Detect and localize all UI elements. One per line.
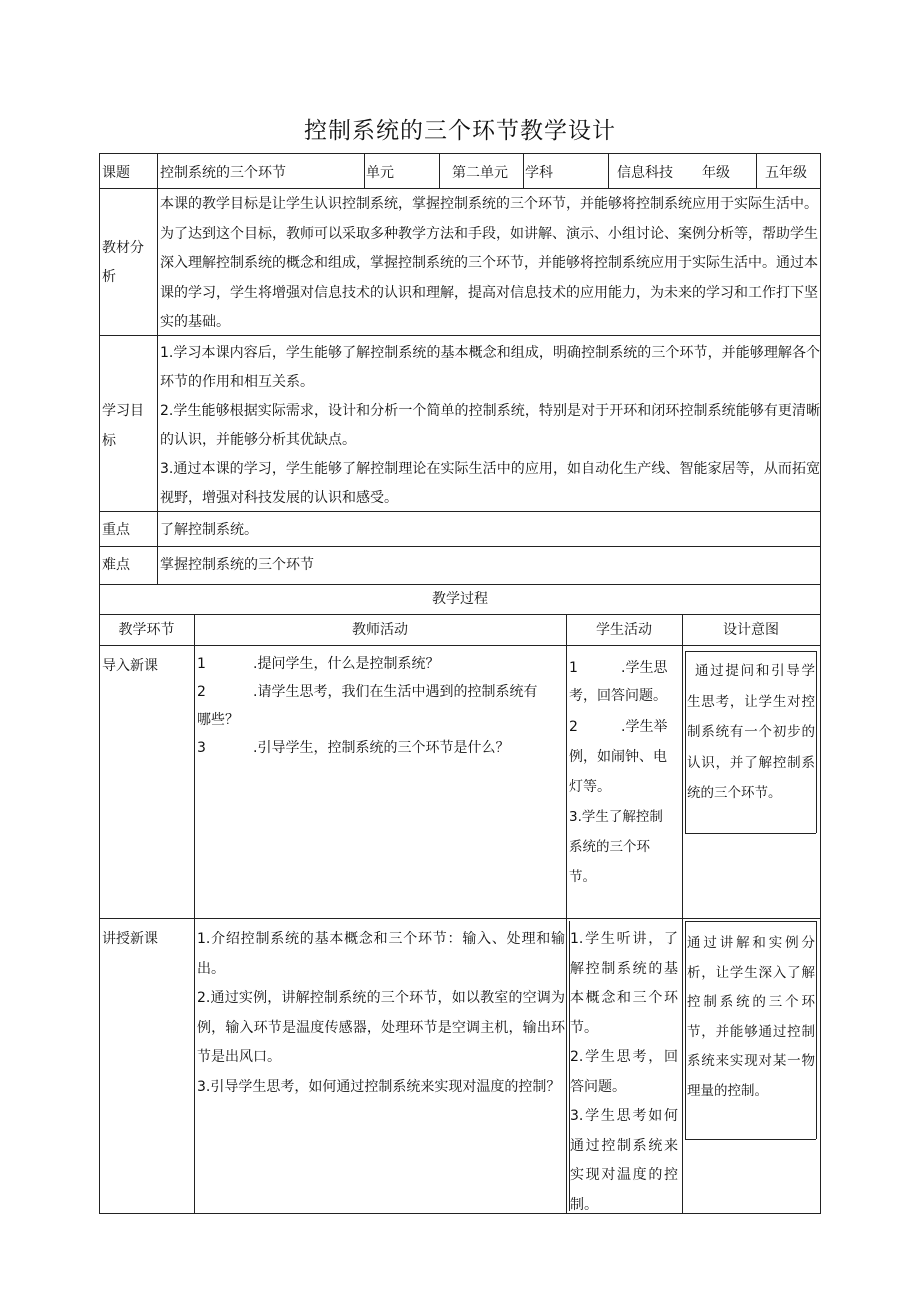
grade-value: 五年级 — [765, 165, 807, 181]
key-point-value: 了解控制系统。 — [160, 522, 258, 538]
objective-item: 3.通过本课的学习，学生能够了解控制理论在实际生活中的应用，如自动化生产线、智能家居等，从而拓宽视野，增强对科技发展的认识和感受。 — [160, 461, 820, 506]
subject-value: 信息科技 — [617, 165, 673, 181]
list-item: 2.通过实例，讲解控制系统的三个环节，如以教室的空调为例，输入环节是温度传感器，处理环节是空调主机，输出环节是出风口。 — [197, 990, 565, 1065]
objectives-label-line1: 学习目 — [102, 403, 144, 419]
analysis-label-line1: 教材分 — [102, 240, 144, 256]
course-label: 课题 — [102, 165, 130, 181]
list-item: 1 .学生思 考，回答问题。 — [569, 660, 668, 704]
list-item: 2.学生思考，回答问题。 — [570, 1049, 678, 1095]
objective-item: 1.学习本课内容后，学生能够了解控制系统的基本概念和组成，明确控制系统的三个环节，并能够理解各个环节的作用和相互关系。 — [160, 345, 820, 390]
analysis-label-line2: 析 — [102, 269, 116, 285]
page-title: 控制系统的三个环节教学设计 — [304, 118, 616, 144]
column-header-intent: 设计意图 — [723, 622, 779, 638]
list-item: 3 .引导学生，控制系统的三个环节是什么？ — [197, 740, 510, 756]
intent-lecture: 通过讲解和实例分析，让学生深入了解控制系统的三个环节，并能够通过控制系统来实现对某一物理量的控制。 — [687, 935, 815, 1099]
teacher-activities-intro — [197, 650, 565, 762]
analysis-text: 本课的教学目标是让学生认识控制系统，掌握控制系统的三个环节，并能够将控制系统应用于实际生活中。为了达到这个目标，教师可以采取多种教学方法和手段，如讲解、演示、小组讨论、案例分析等，帮助学生深入理解控制系统的概念和组成，掌握控制系统的三个环节，并能够将控制系统应用于实际生活中。通过本课的学习，学生将增强对信息技术的认识和理解，提高对信息技术的应用能力，为未来的学习和工作打下坚实的基础。 — [160, 196, 818, 330]
objective-item: 2.学生能够根据实际需求，设计和分析一个简单的控制系统，特别是对于开环和闭环控制系统能够有更清晰的认识，并能够分析其优缺点。 — [160, 403, 820, 448]
student-activities-lecture — [570, 925, 680, 1220]
unit-label: 单元 — [366, 165, 394, 181]
student-activities-intro — [569, 654, 680, 892]
key-point-label: 重点 — [102, 522, 130, 538]
teacher-activities-lecture — [197, 925, 565, 1102]
column-header-teacher: 教师活动 — [352, 622, 408, 638]
list-item: 2 .学生举 例，如闹钟、电 灯等。 — [569, 719, 668, 795]
unit-value: 第二单元 — [452, 165, 508, 181]
list-item: 1.介绍控制系统的基本概念和三个环节：输入、处理和输出。 — [197, 931, 565, 977]
list-item: 1.学生听讲，了解控制系统的基本概念和三个环节。 — [570, 931, 678, 1036]
stage-lecture: 讲授新课 — [102, 931, 158, 947]
objectives-list — [160, 339, 820, 513]
list-item: 3.引导学生思考，如何通过控制系统来实现对温度的控制？ — [197, 1078, 561, 1095]
intent-intro: 通过提问和引导学生思考，让学生对控制系统有一个初步的认识，并了解控制系统的三个环节。 — [687, 663, 815, 801]
subject-label: 学科 — [525, 165, 553, 181]
column-header-stage: 教学环节 — [118, 622, 175, 638]
column-header-student: 学生活动 — [596, 622, 652, 638]
list-item: 3.学生了解控制系统的三个环节。 — [569, 809, 663, 885]
list-item: 3.学生思考如何通过控制系统来实现对温度的控制。 — [570, 1108, 678, 1213]
course-value: 控制系统的三个环节 — [160, 165, 286, 181]
difficulty-label: 难点 — [102, 557, 130, 573]
grade-label: 年级 — [702, 165, 730, 181]
objectives-label-line2: 标 — [102, 433, 116, 449]
process-heading: 教学过程 — [432, 591, 488, 607]
difficulty-value: 掌握控制系统的三个环节 — [160, 557, 314, 573]
list-item: 1 .提问学生，什么是控制系统？ — [197, 656, 440, 672]
stage-intro: 导入新课 — [102, 658, 158, 674]
list-item: 2 .请学生思考，我们在生活中遇到的控制系统有 哪些？ — [197, 684, 538, 728]
